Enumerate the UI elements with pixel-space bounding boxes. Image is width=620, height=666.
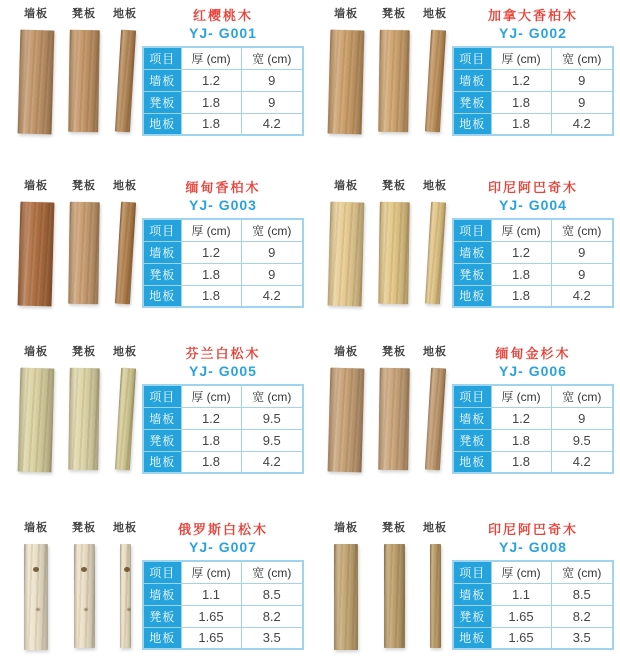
wood-grain-texture [74, 544, 95, 648]
board-label-wall: 墙板 [334, 8, 358, 20]
spec-header-item: 项目 [143, 385, 181, 407]
spec-header-width: 宽 (cm) [551, 47, 613, 69]
row-label: 凳板 [143, 429, 181, 451]
wall-board-image [24, 544, 48, 650]
board-label-bench: 凳板 [382, 522, 406, 534]
width-value: 9 [241, 91, 303, 113]
floor-board-image [114, 202, 135, 305]
product-model: YJ- G008 [499, 539, 567, 555]
product-model: YJ- G003 [189, 197, 257, 213]
bench-board-image [378, 30, 410, 132]
wood-samples [322, 343, 452, 500]
spec-row-wall [453, 241, 613, 263]
spec-row-wall [143, 241, 303, 263]
spec-table [452, 218, 614, 308]
thickness-value: 1.2 [181, 407, 241, 429]
bench-board-column [61, 177, 107, 332]
wood-samples [12, 177, 142, 332]
spec-row-bench [453, 263, 613, 285]
product-model: YJ- G004 [499, 197, 567, 213]
row-label: 地板 [453, 451, 491, 473]
spec-header-thickness: 厚 (cm) [491, 561, 551, 583]
wood-grain-texture [328, 202, 365, 307]
product-info [452, 5, 614, 166]
spec-header-row [143, 219, 303, 241]
spec-header-item: 项目 [453, 385, 491, 407]
product-model: YJ- G006 [499, 363, 567, 379]
wall-board-column [322, 343, 370, 500]
row-label: 凳板 [453, 429, 491, 451]
bench-board-image [68, 30, 100, 132]
wood-grain-texture [328, 30, 365, 135]
wood-grain-texture [334, 544, 358, 650]
width-value: 9 [241, 69, 303, 91]
wood-grain-texture [378, 30, 410, 132]
width-value: 9.5 [241, 407, 303, 429]
spec-header-width: 宽 (cm) [551, 385, 613, 407]
product-model: YJ- G007 [189, 539, 257, 555]
width-value: 8.2 [551, 605, 613, 627]
width-value: 9 [551, 263, 613, 285]
thickness-value: 1.8 [181, 429, 241, 451]
thickness-value: 1.65 [491, 605, 551, 627]
product-info [142, 5, 304, 166]
wood-grain-texture [24, 544, 48, 650]
floor-board-column [108, 5, 142, 166]
spec-row-bench [453, 91, 613, 113]
wood-grain-texture [68, 30, 100, 132]
thickness-value: 1.65 [491, 627, 551, 649]
spec-header-thickness: 厚 (cm) [181, 385, 241, 407]
thickness-value: 1.2 [181, 241, 241, 263]
board-label-wall: 墙板 [334, 180, 358, 192]
spec-header-item: 项目 [143, 219, 181, 241]
thickness-value: 1.8 [181, 285, 241, 307]
board-label-floor: 地板 [423, 180, 447, 192]
spec-row-bench [453, 605, 613, 627]
wood-grain-texture [378, 202, 410, 304]
floor-board-image [424, 202, 445, 305]
width-value: 9 [241, 263, 303, 285]
product-name: 缅甸金杉木 [495, 346, 571, 361]
spec-header-item: 项目 [453, 47, 491, 69]
wall-board-column [12, 177, 60, 332]
spec-row-wall [143, 69, 303, 91]
spec-row-bench [453, 429, 613, 451]
row-label: 地板 [453, 113, 491, 135]
row-label: 墙板 [453, 241, 491, 263]
width-value: 9 [551, 91, 613, 113]
product-info [142, 343, 304, 500]
row-label: 地板 [453, 285, 491, 307]
row-label: 地板 [143, 285, 181, 307]
product-card-g004 [310, 166, 620, 332]
bench-board-image [68, 368, 100, 470]
spec-header-thickness: 厚 (cm) [491, 47, 551, 69]
product-card-g001 [0, 0, 310, 166]
floor-board-column [418, 177, 452, 332]
spec-row-wall [453, 407, 613, 429]
spec-header-row [143, 561, 303, 583]
wood-samples [12, 343, 142, 500]
product-model: YJ- G001 [189, 25, 257, 41]
board-label-floor: 地板 [113, 522, 137, 534]
spec-row-floor [453, 285, 613, 307]
bench-board-image [74, 544, 95, 648]
row-label: 凳板 [143, 605, 181, 627]
spec-table [452, 46, 614, 136]
thickness-value: 1.2 [491, 407, 551, 429]
board-label-wall: 墙板 [24, 180, 48, 192]
width-value: 4.2 [241, 285, 303, 307]
wall-board-image [334, 544, 358, 650]
board-label-bench: 凳板 [382, 180, 406, 192]
spec-row-wall [453, 583, 613, 605]
product-model: YJ- G005 [189, 363, 257, 379]
floor-board-column [108, 177, 142, 332]
width-value: 9 [241, 241, 303, 263]
wall-board-image [18, 202, 55, 307]
wall-board-image [18, 368, 55, 473]
width-value: 8.5 [241, 583, 303, 605]
row-label: 凳板 [453, 91, 491, 113]
width-value: 9.5 [551, 429, 613, 451]
wall-board-column [322, 519, 370, 666]
wood-samples [322, 5, 452, 166]
product-info [452, 343, 614, 500]
thickness-value: 1.8 [491, 113, 551, 135]
spec-header-width: 宽 (cm) [551, 561, 613, 583]
row-label: 地板 [143, 451, 181, 473]
wood-grain-texture [114, 202, 135, 305]
row-label: 墙板 [143, 241, 181, 263]
width-value: 9 [551, 241, 613, 263]
floor-board-image [114, 30, 135, 133]
product-card-g006 [310, 332, 620, 500]
spec-header-item: 项目 [143, 561, 181, 583]
spec-header-row [453, 219, 613, 241]
spec-row-wall [143, 407, 303, 429]
wall-board-image [328, 368, 365, 473]
thickness-value: 1.8 [181, 91, 241, 113]
spec-table [142, 384, 304, 474]
wood-grain-texture [424, 202, 445, 305]
wood-grain-texture [18, 30, 55, 135]
wall-board-column [12, 519, 60, 666]
width-value: 8.5 [551, 583, 613, 605]
wood-grain-texture [378, 368, 410, 470]
spec-table [142, 218, 304, 308]
product-info [452, 177, 614, 332]
spec-header-item: 项目 [453, 561, 491, 583]
row-label: 凳板 [453, 605, 491, 627]
spec-header-row [143, 385, 303, 407]
board-label-bench: 凳板 [72, 180, 96, 192]
spec-header-thickness: 厚 (cm) [491, 219, 551, 241]
board-label-bench: 凳板 [382, 8, 406, 20]
width-value: 4.2 [551, 113, 613, 135]
board-label-wall: 墙板 [334, 522, 358, 534]
spec-header-thickness: 厚 (cm) [491, 385, 551, 407]
bench-board-column [61, 5, 107, 166]
width-value: 4.2 [551, 285, 613, 307]
thickness-value: 1.1 [181, 583, 241, 605]
product-card-g008 [310, 500, 620, 666]
thickness-value: 1.8 [181, 113, 241, 135]
width-value: 9 [551, 69, 613, 91]
product-card-g003 [0, 166, 310, 332]
spec-row-floor [143, 285, 303, 307]
wall-board-image [18, 30, 55, 135]
wood-samples [12, 519, 142, 666]
product-info [452, 519, 614, 666]
row-label: 地板 [453, 627, 491, 649]
thickness-value: 1.1 [491, 583, 551, 605]
spec-header-row [453, 385, 613, 407]
spec-header-thickness: 厚 (cm) [181, 561, 241, 583]
product-info [142, 519, 304, 666]
floor-board-column [418, 519, 452, 666]
board-label-wall: 墙板 [24, 346, 48, 358]
wood-grain-texture [68, 202, 100, 304]
wood-samples [322, 519, 452, 666]
wall-board-column [12, 5, 60, 166]
wood-grain-texture [114, 30, 135, 133]
floor-board-image [430, 544, 441, 648]
board-label-bench: 凳板 [72, 522, 96, 534]
spec-header-width: 宽 (cm) [551, 219, 613, 241]
spec-header-width: 宽 (cm) [241, 561, 303, 583]
spec-header-width: 宽 (cm) [241, 385, 303, 407]
width-value: 4.2 [241, 451, 303, 473]
spec-header-row [453, 47, 613, 69]
board-label-bench: 凳板 [72, 8, 96, 20]
board-label-floor: 地板 [423, 8, 447, 20]
spec-header-item: 项目 [453, 219, 491, 241]
wall-board-column [12, 343, 60, 500]
spec-header-thickness: 厚 (cm) [181, 47, 241, 69]
wood-grain-texture [424, 368, 445, 471]
floor-board-image [424, 368, 445, 471]
floor-board-image [120, 544, 131, 648]
row-label: 凳板 [143, 91, 181, 113]
bench-board-column [371, 5, 417, 166]
wood-grain-texture [114, 368, 135, 471]
wood-grain-texture [18, 202, 55, 307]
spec-row-floor [143, 451, 303, 473]
product-card-g007 [0, 500, 310, 666]
spec-header-thickness: 厚 (cm) [181, 219, 241, 241]
bench-board-column [371, 343, 417, 500]
wood-samples [12, 5, 142, 166]
spec-table [142, 560, 304, 650]
floor-board-column [418, 343, 452, 500]
board-label-wall: 墙板 [24, 8, 48, 20]
row-label: 凳板 [453, 263, 491, 285]
spec-header-width: 宽 (cm) [241, 219, 303, 241]
spec-header-width: 宽 (cm) [241, 47, 303, 69]
thickness-value: 1.2 [491, 241, 551, 263]
row-label: 墙板 [143, 69, 181, 91]
product-name: 加拿大香柏木 [487, 8, 578, 23]
thickness-value: 1.8 [491, 263, 551, 285]
width-value: 3.5 [241, 627, 303, 649]
product-card-g002 [310, 0, 620, 166]
wood-grain-texture [18, 368, 55, 473]
width-value: 9 [551, 407, 613, 429]
bench-board-image [384, 544, 405, 648]
width-value: 9.5 [241, 429, 303, 451]
board-label-wall: 墙板 [24, 522, 48, 534]
board-label-bench: 凳板 [72, 346, 96, 358]
row-label: 地板 [143, 113, 181, 135]
row-label: 墙板 [143, 407, 181, 429]
thickness-value: 1.65 [181, 627, 241, 649]
spec-header-row [143, 47, 303, 69]
product-card-g005 [0, 332, 310, 500]
product-name: 红樱桃木 [192, 8, 253, 23]
board-label-floor: 地板 [423, 346, 447, 358]
thickness-value: 1.8 [491, 91, 551, 113]
board-label-wall: 墙板 [334, 346, 358, 358]
spec-row-wall [453, 69, 613, 91]
floor-board-column [108, 343, 142, 500]
row-label: 地板 [143, 627, 181, 649]
board-label-floor: 地板 [423, 522, 447, 534]
spec-table [452, 384, 614, 474]
thickness-value: 1.65 [181, 605, 241, 627]
spec-row-wall [143, 583, 303, 605]
spec-row-bench [143, 91, 303, 113]
thickness-value: 1.8 [491, 285, 551, 307]
spec-header-item: 项目 [143, 47, 181, 69]
width-value: 8.2 [241, 605, 303, 627]
bench-board-image [68, 202, 100, 304]
bench-board-image [378, 202, 410, 304]
wood-samples [322, 177, 452, 332]
spec-row-floor [143, 627, 303, 649]
width-value: 3.5 [551, 627, 613, 649]
wood-grain-texture [68, 368, 100, 470]
board-label-floor: 地板 [113, 8, 137, 20]
wood-grain-texture [430, 544, 441, 648]
wood-grain-texture [384, 544, 405, 648]
spec-row-bench [143, 429, 303, 451]
thickness-value: 1.8 [181, 263, 241, 285]
spec-row-bench [143, 605, 303, 627]
spec-table [452, 560, 614, 650]
bench-board-column [61, 519, 107, 666]
wall-board-image [328, 202, 365, 307]
thickness-value: 1.8 [491, 429, 551, 451]
row-label: 墙板 [453, 407, 491, 429]
wood-grain-texture [328, 368, 365, 473]
wood-grain-texture [120, 544, 131, 648]
floor-board-image [114, 368, 135, 471]
spec-row-floor [453, 627, 613, 649]
spec-row-floor [143, 113, 303, 135]
board-label-floor: 地板 [113, 346, 137, 358]
wood-grain-texture [424, 30, 445, 133]
product-name: 缅甸香柏木 [185, 180, 261, 195]
product-name: 芬兰白松木 [185, 346, 261, 361]
spec-row-floor [453, 451, 613, 473]
thickness-value: 1.8 [491, 451, 551, 473]
thickness-value: 1.2 [181, 69, 241, 91]
floor-board-image [424, 30, 445, 133]
width-value: 4.2 [551, 451, 613, 473]
spec-header-row [453, 561, 613, 583]
product-name: 俄罗斯白松木 [177, 522, 268, 537]
row-label: 凳板 [143, 263, 181, 285]
bench-board-image [378, 368, 410, 470]
spec-row-bench [143, 263, 303, 285]
floor-board-column [108, 519, 142, 666]
thickness-value: 1.8 [181, 451, 241, 473]
row-label: 墙板 [453, 583, 491, 605]
floor-board-column [418, 5, 452, 166]
thickness-value: 1.2 [491, 69, 551, 91]
wall-board-image [328, 30, 365, 135]
product-name: 印尼阿巴奇木 [487, 522, 578, 537]
bench-board-column [371, 519, 417, 666]
wall-board-column [322, 5, 370, 166]
width-value: 4.2 [241, 113, 303, 135]
board-label-bench: 凳板 [382, 346, 406, 358]
product-info [142, 177, 304, 332]
spec-table [142, 46, 304, 136]
bench-board-column [371, 177, 417, 332]
board-label-floor: 地板 [113, 180, 137, 192]
product-model: YJ- G002 [499, 25, 567, 41]
wall-board-column [322, 177, 370, 332]
product-name: 印尼阿巴奇木 [487, 180, 578, 195]
row-label: 墙板 [453, 69, 491, 91]
spec-row-floor [453, 113, 613, 135]
row-label: 墙板 [143, 583, 181, 605]
bench-board-column [61, 343, 107, 500]
